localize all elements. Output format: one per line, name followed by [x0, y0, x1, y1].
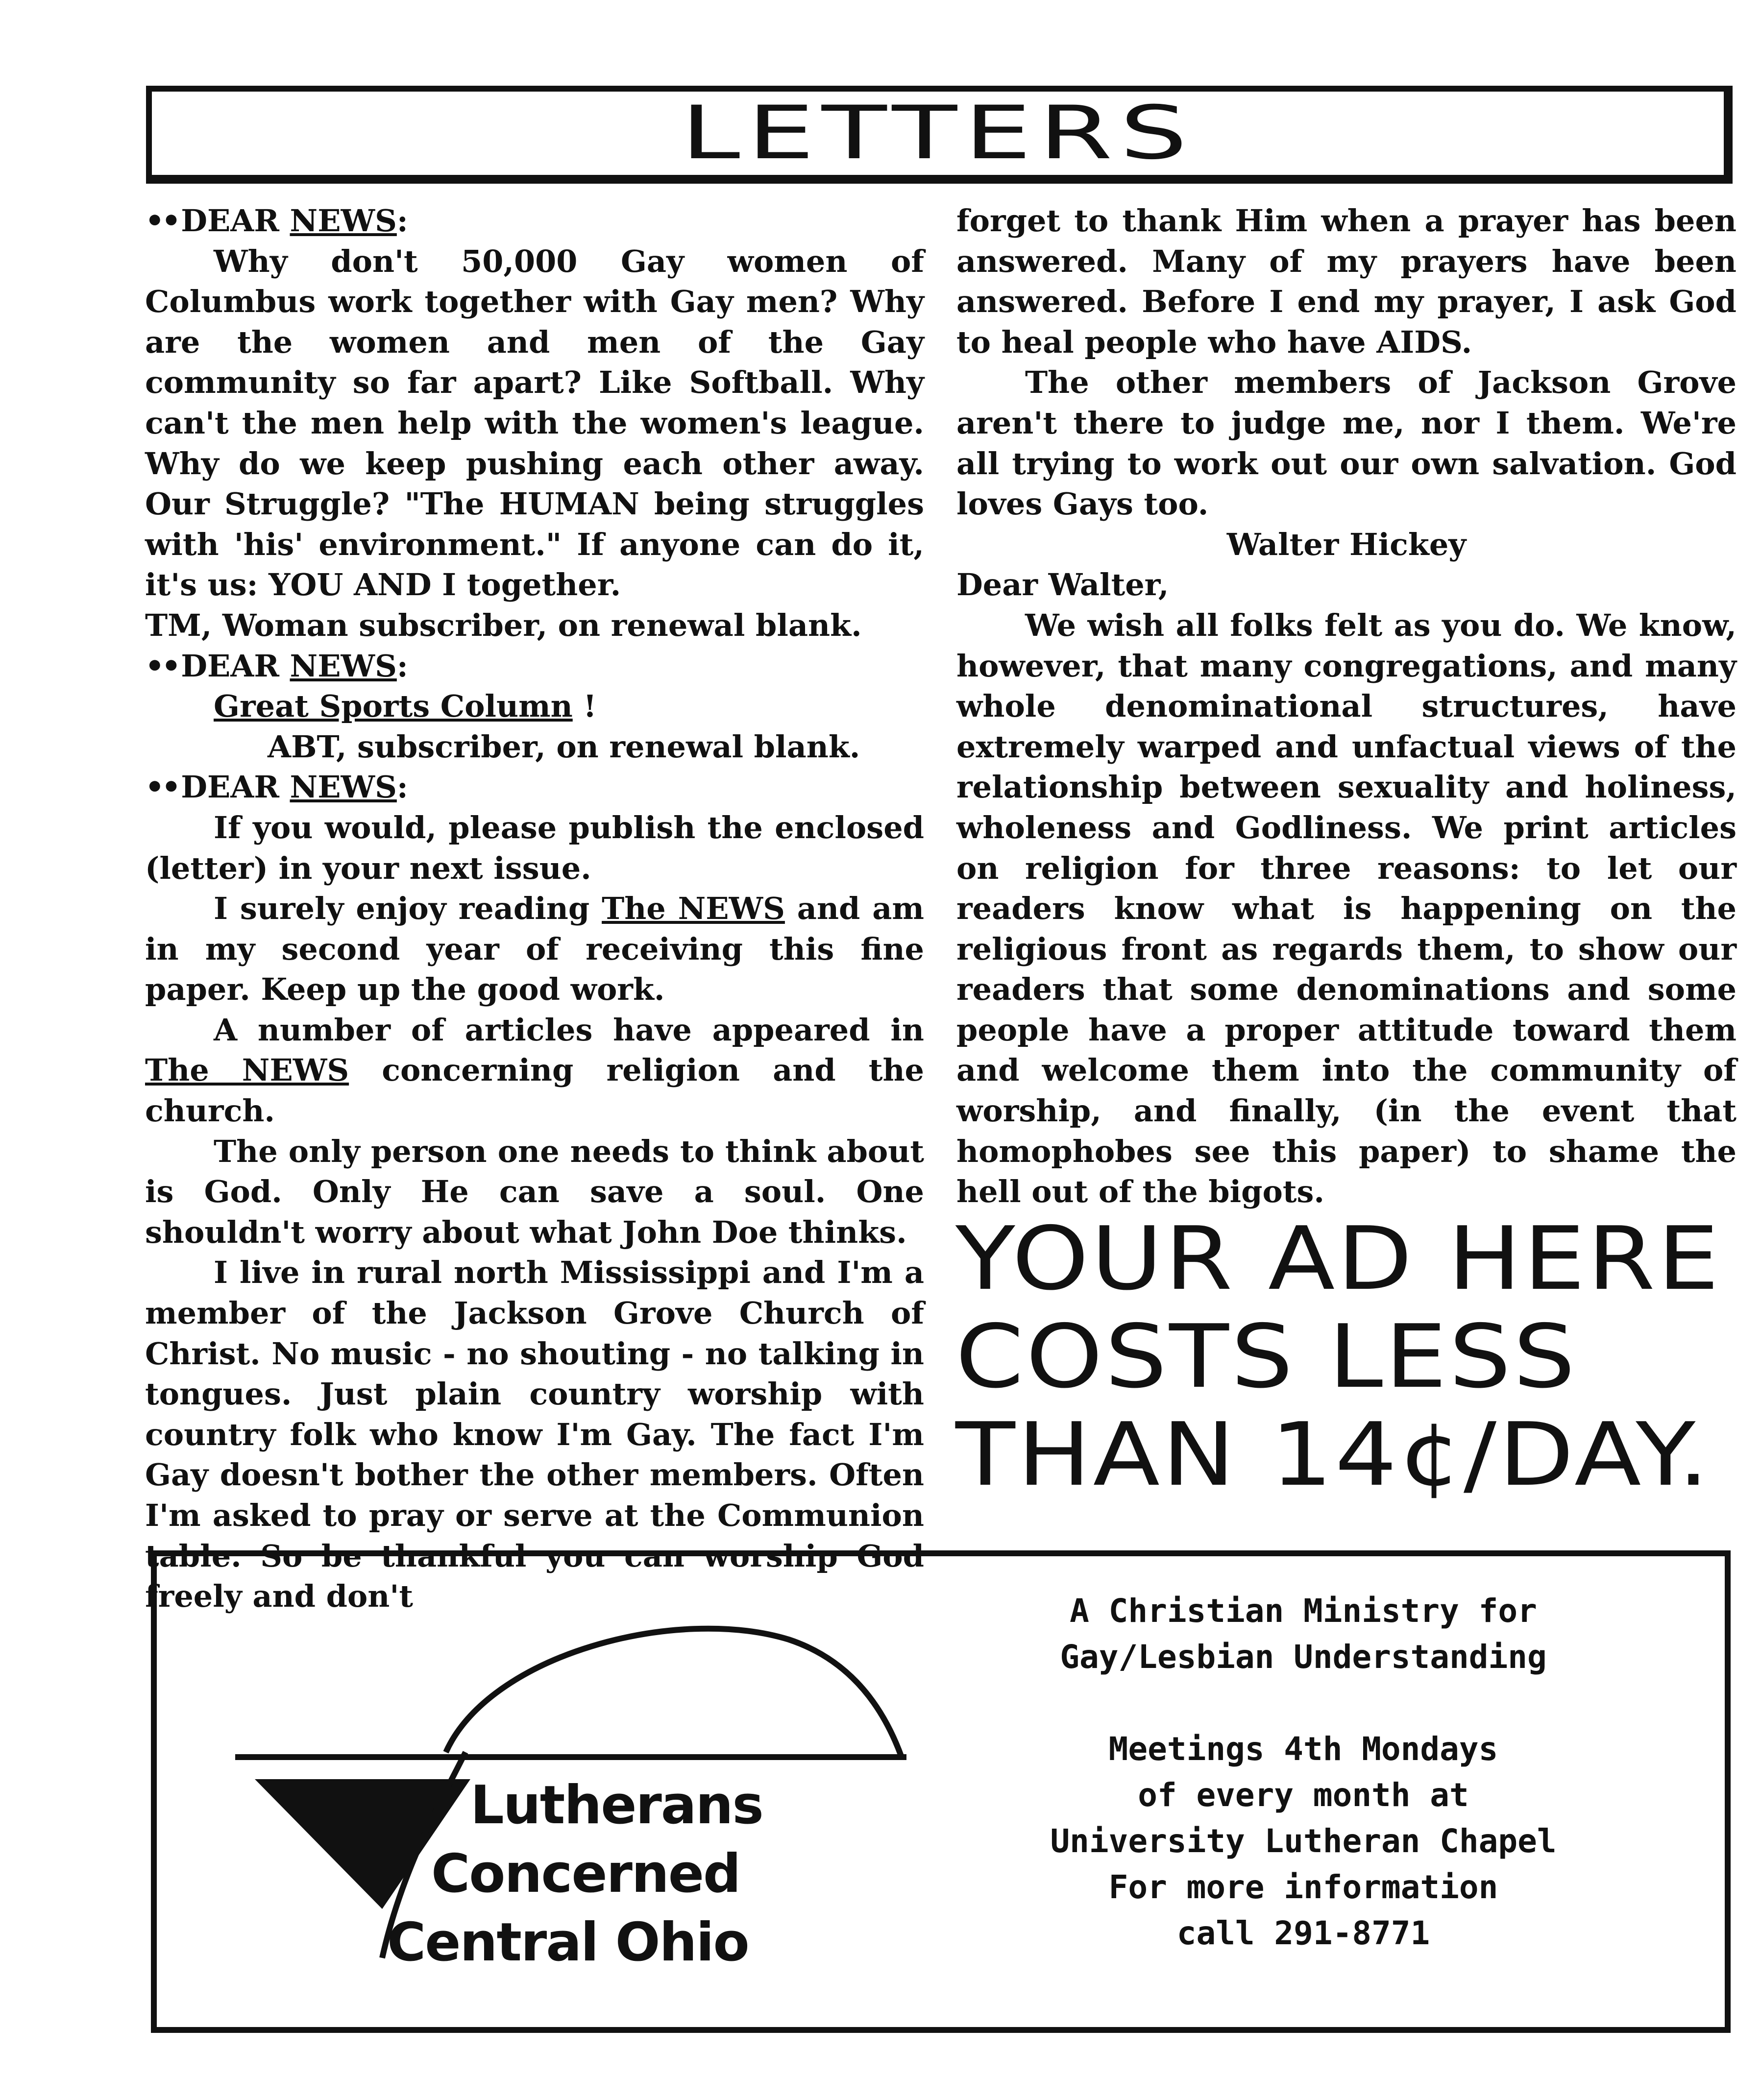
letter3-paragraph-5-continued: forget to thank Him when a prayer has been answered. Many of my prayers have been answered. Before I end my prayer, I ask God to heal people who have AIDS.: [956, 203, 1737, 360]
letter1-signature: TM, Woman subscriber, on renewal blank.: [145, 607, 862, 643]
logo-word-concerned: Concerned: [431, 1843, 740, 1905]
letter3-paragraph-5: I live in rural north Mississippi and I'm a member of the Jackson Grove Church of Christ. No music - no shouting - no talking in tongues. Just plain country worship with country folk who know I'm Gay. The fact I'm Gay doesn't bother the other members. Often I'm asked to pray or serve at the Communion table. So be thankful you can worship God freely and don't: [145, 1255, 924, 1615]
reply-body: We wish all folks felt as you do. We know, however, that many congregations, and many whole denominational structures, have extremely warped and unfactual views of the relationship between sexuality and holiness, wholeness and Godliness. We print articles on religion for three reasons: to let our readers know what is happening on the religious front as regards them, to show our readers that some denominations and some people have a proper attitude toward them and welcome them into the community of worship, and finally, (in the event that homophobes see this paper) to shame the hell out of the bigots.: [956, 607, 1737, 1210]
letter2-salutation: ••DEAR NEWS:: [145, 648, 408, 684]
info-line-6: For more information: [1108, 1868, 1498, 1906]
letters-header: [146, 86, 1733, 184]
letter3-paragraph-4: The only person one needs to think about is God. Only He can save a soul. One shouldn't worry about what John Doe thinks.: [145, 1133, 924, 1250]
letter3-signature: Walter Hickey: [1226, 526, 1467, 562]
logo-word-lutherans: Lutherans: [470, 1775, 763, 1836]
ad-block: [955, 1210, 1749, 1504]
right-column: [956, 201, 1737, 1212]
info-spacer: [960, 1680, 1646, 1726]
info-line-5: University Lutheran Chapel: [1050, 1822, 1557, 1860]
letter3-paragraph-6: The other members of Jackson Grove aren't there to judge me, nor I them. We're all trying to work out our own salvation. God loves Gays too.: [956, 364, 1737, 522]
ad-line-2: COSTS LESS: [955, 1306, 1578, 1407]
logo-word-central-ohio: Central Ohio: [387, 1912, 749, 1973]
letter3-paragraph-1: If you would, please publish the enclosed (letter) in your next issue.: [145, 809, 924, 886]
info-line-7: call 291-8771: [1176, 1914, 1430, 1952]
letter3-salutation: ••DEAR NEWS:: [145, 769, 408, 805]
lutherans-ad-box: [151, 1550, 1731, 2033]
info-line-2: Gay/Lesbian Understanding: [1060, 1638, 1547, 1676]
letter1-body: Why don't 50,000 Gay women of Columbus work together with Gay men? Why are the women and men of the Gay community so far apart? Like Softball. Why can't the men help with the women's league. Why do we keep pushing each other away. Our Struggle? "The HUMAN being struggles with 'his' environment." If anyone can do it, it's us: YOU AND I together.: [145, 243, 924, 603]
info-line-1: A Christian Ministry for: [1070, 1592, 1537, 1630]
ministry-info: [960, 1588, 1646, 1956]
letter3-paragraph-2: I surely enjoy reading The NEWS and am in my second year of receiving this fine paper. Keep up the good work.: [145, 891, 925, 1008]
letter2-body: Great Sports Column !: [214, 688, 597, 724]
page-title: LETTERS: [681, 91, 1195, 176]
ad-line-3: THAN 14¢/DAY.: [955, 1404, 1712, 1505]
reply-salutation: Dear Walter,: [956, 567, 1169, 603]
info-line-3: Meetings 4th Mondays: [1108, 1730, 1498, 1768]
letter1-salutation: ••DEAR NEWS:: [145, 203, 408, 239]
ad-line-1: YOUR AD HERE: [955, 1208, 1721, 1309]
left-column: [145, 201, 924, 1617]
letter2-signature: ABT, subscriber, on renewal blank.: [268, 728, 860, 765]
info-line-4: of every month at: [1138, 1776, 1469, 1814]
letter3-paragraph-3: A number of articles have appeared in The NEWS concerning religion and the church.: [145, 1012, 924, 1129]
